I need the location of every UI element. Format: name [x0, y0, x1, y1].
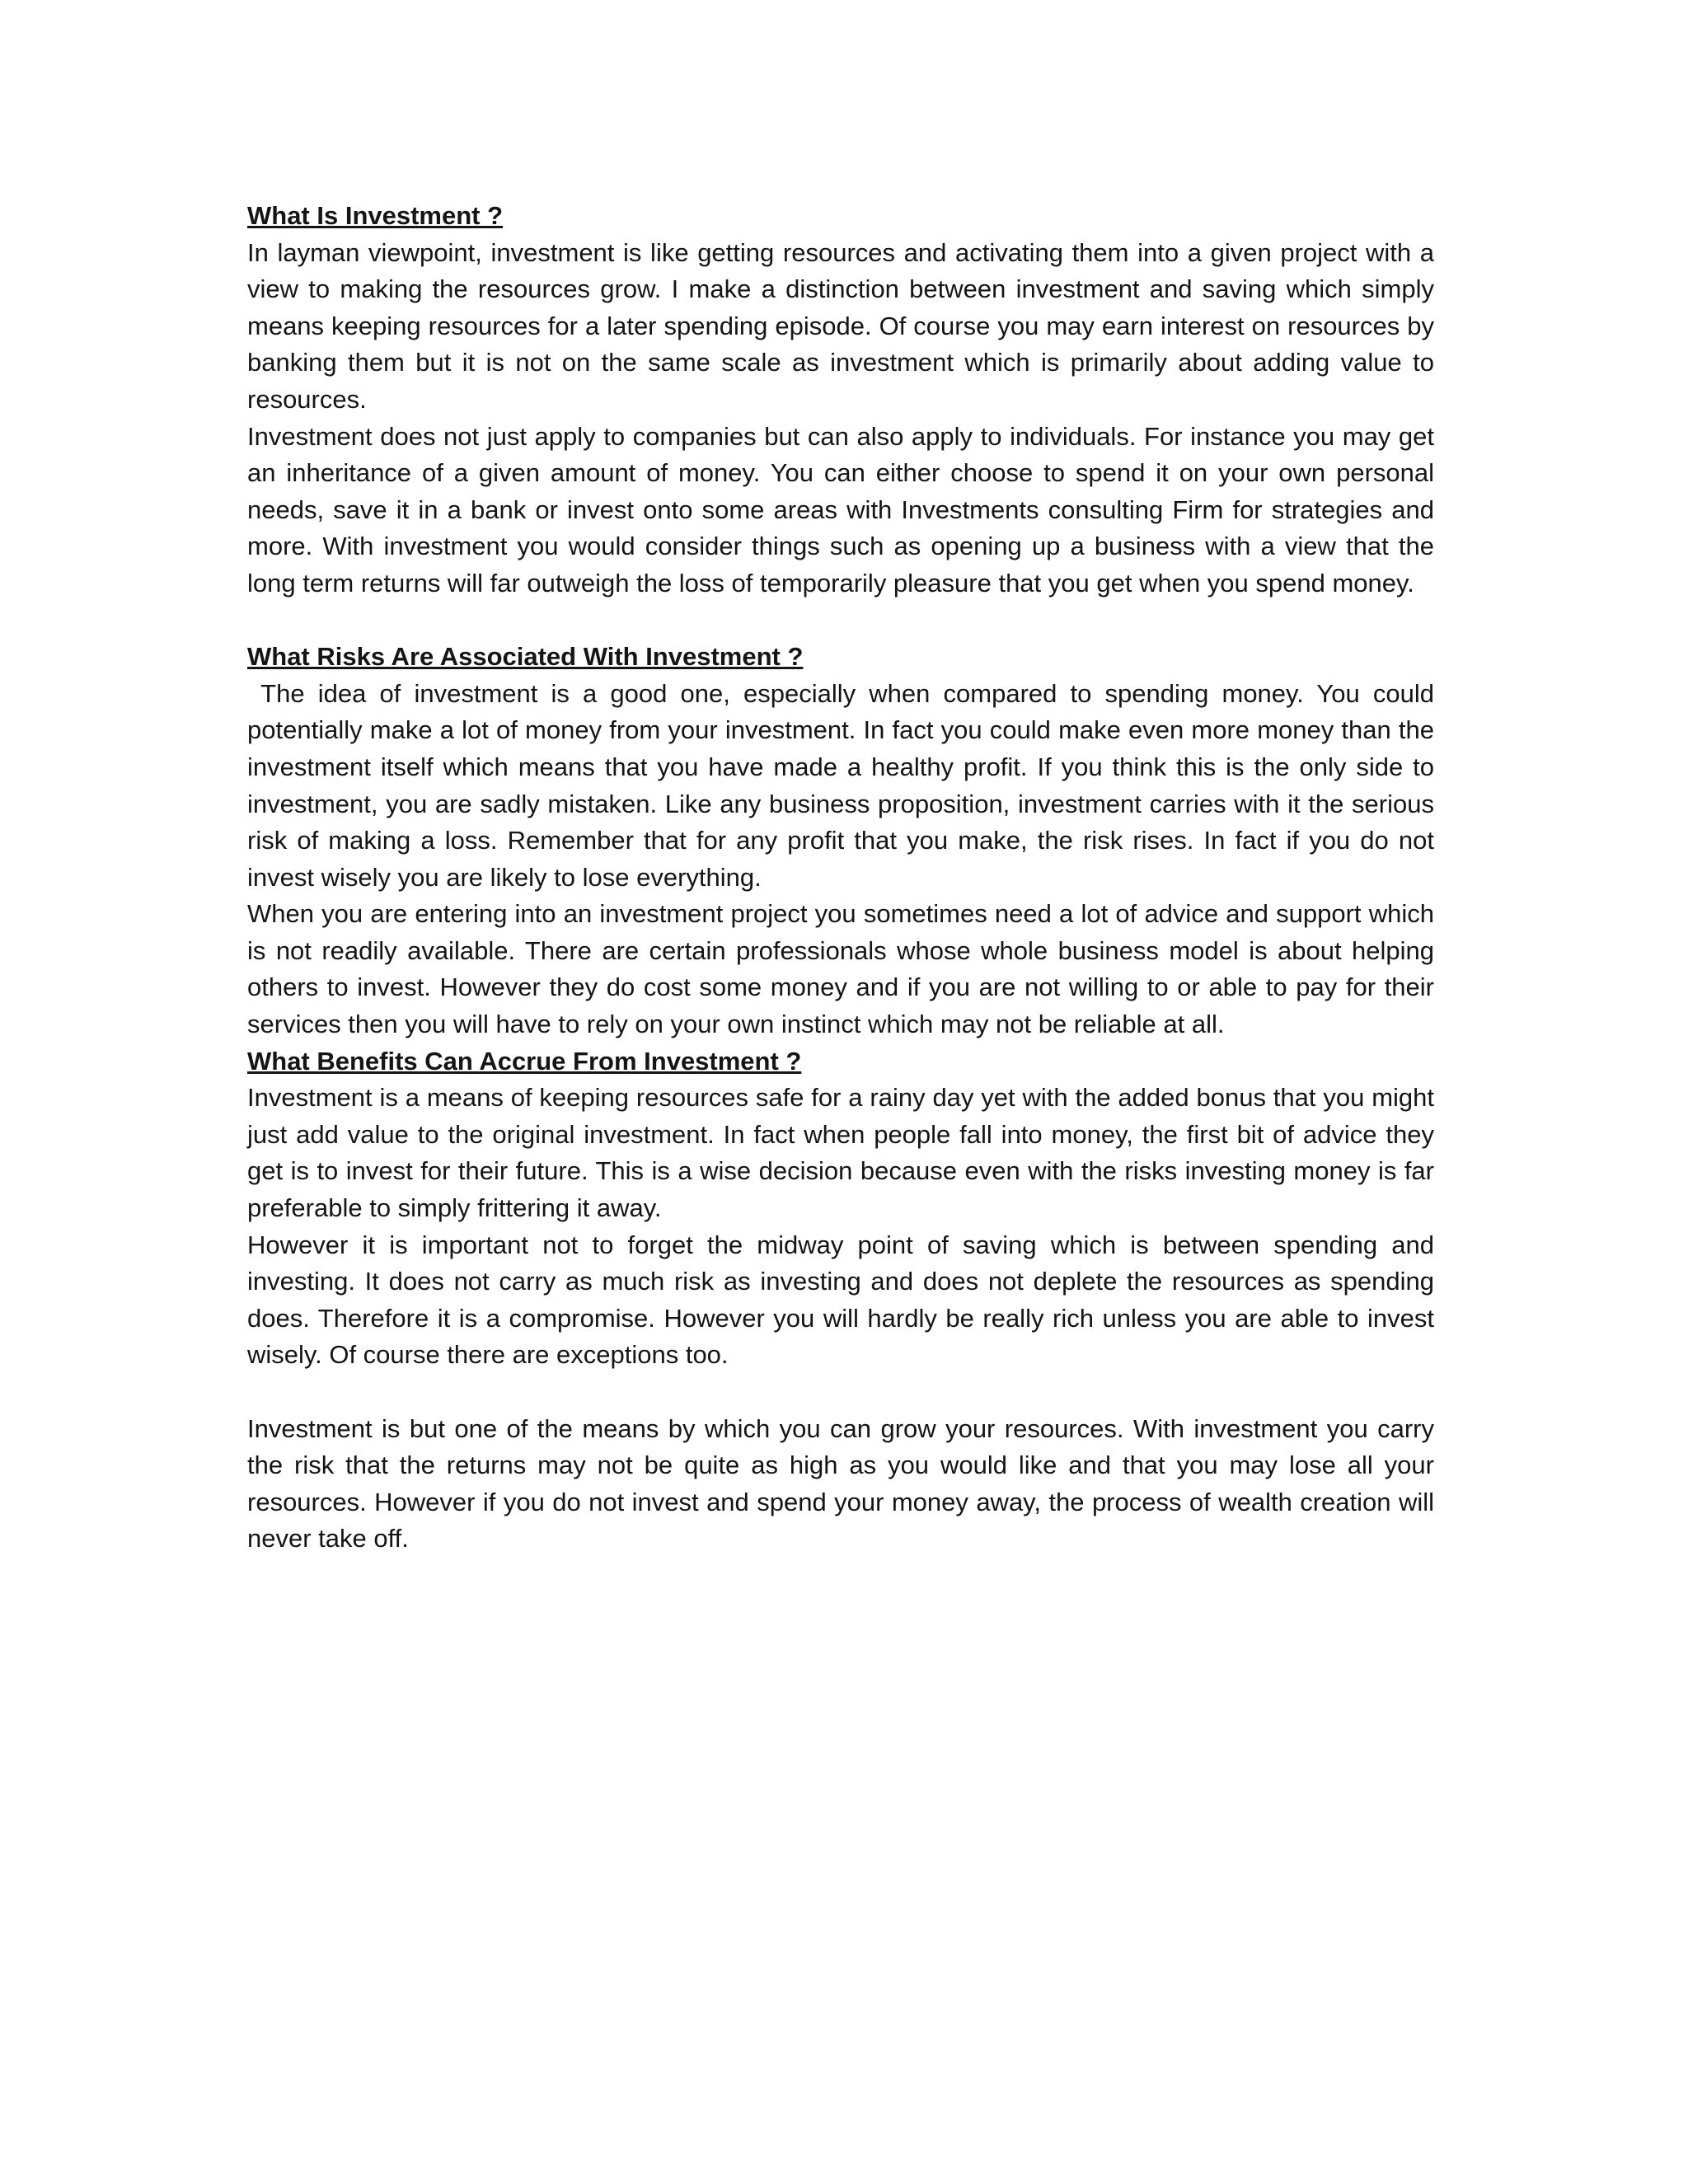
section-heading-benefits: What Benefits Can Accrue From Investment ?	[247, 1046, 802, 1076]
paragraph: When you are entering into an investment project you sometimes need a lot of advice and support which is not readily available. There are certain professionals whose whole business model is about helping others to invest. However they do cost some money and if you are not willing to or able to pay for their services then you will have to rely on your own instinct which may not be reliable at all.	[247, 899, 1434, 1039]
section-heading-risks: What Risks Are Associated With Investment ?	[247, 642, 804, 672]
paragraph: However it is important not to forget the midway point of saving which is between spending and investing. It does not carry as much risk as investing and does not deplete the resources as spending does. Therefore it is a compromise. However you will hardly be really rich unless you are able to invest wisely. Of course there are exceptions too.	[247, 1230, 1434, 1370]
blank-line	[247, 602, 1434, 640]
paragraph: The idea of investment is a good one, especially when compared to spending money. You could potentially make a lot of money from your investment. In fact you could make even more money than the investment itself which means that you have made a healthy profit. If you think this is the only side to investment, you are sadly mistaken. Like any business proposition, investment carries with it the serious risk of making a loss. Remember that for any profit that you make, the risk rises. In fact if you do not invest wisely you are likely to lose everything.	[247, 678, 1442, 892]
conclusion-paragraph: Investment is but one of the means by which you can grow your resources. With investment you carry the risk that the returns may not be quite as high as you would like and that you may lose all your resources. However if you do not invest and spend your money away, the process of wealth creation will never take off.	[247, 1413, 1434, 1554]
section-heading-what-is-investment: What Is Investment ?	[247, 201, 504, 230]
blank-line	[247, 1374, 1434, 1411]
paragraph: In layman viewpoint, investment is like getting resources and activating them into a given project with a view to making the resources grow. I make a distinction between investment and saving which simply means keeping resources for a later spending episode. Of course you may earn interest on resources by banking them but it is not on the same scale as investment which is primarily about adding value to resources.	[247, 237, 1434, 414]
paragraph: Investment is a means of keeping resources safe for a rainy day yet with the added bonus that you might just add value to the original investment. In fact when people fall into money, the first bit of advice they get is to invest for their future. This is a wise decision because even with the risks investing money is far preferable to simply frittering it away.	[247, 1083, 1434, 1223]
paragraph: Investment does not just apply to companies but can also apply to individuals. For instance you may get an inheritance of a given amount of money. You can either choose to spend it on your own personal needs, save it in a bank or invest onto some areas with Investments consulting Firm for strategies and more. With investment you would consider things such as opening up a business with a view that the long term returns will far outweigh the loss of temporarily pleasure that you get when you spend money.	[247, 421, 1434, 598]
document-page	[247, 198, 1442, 1558]
